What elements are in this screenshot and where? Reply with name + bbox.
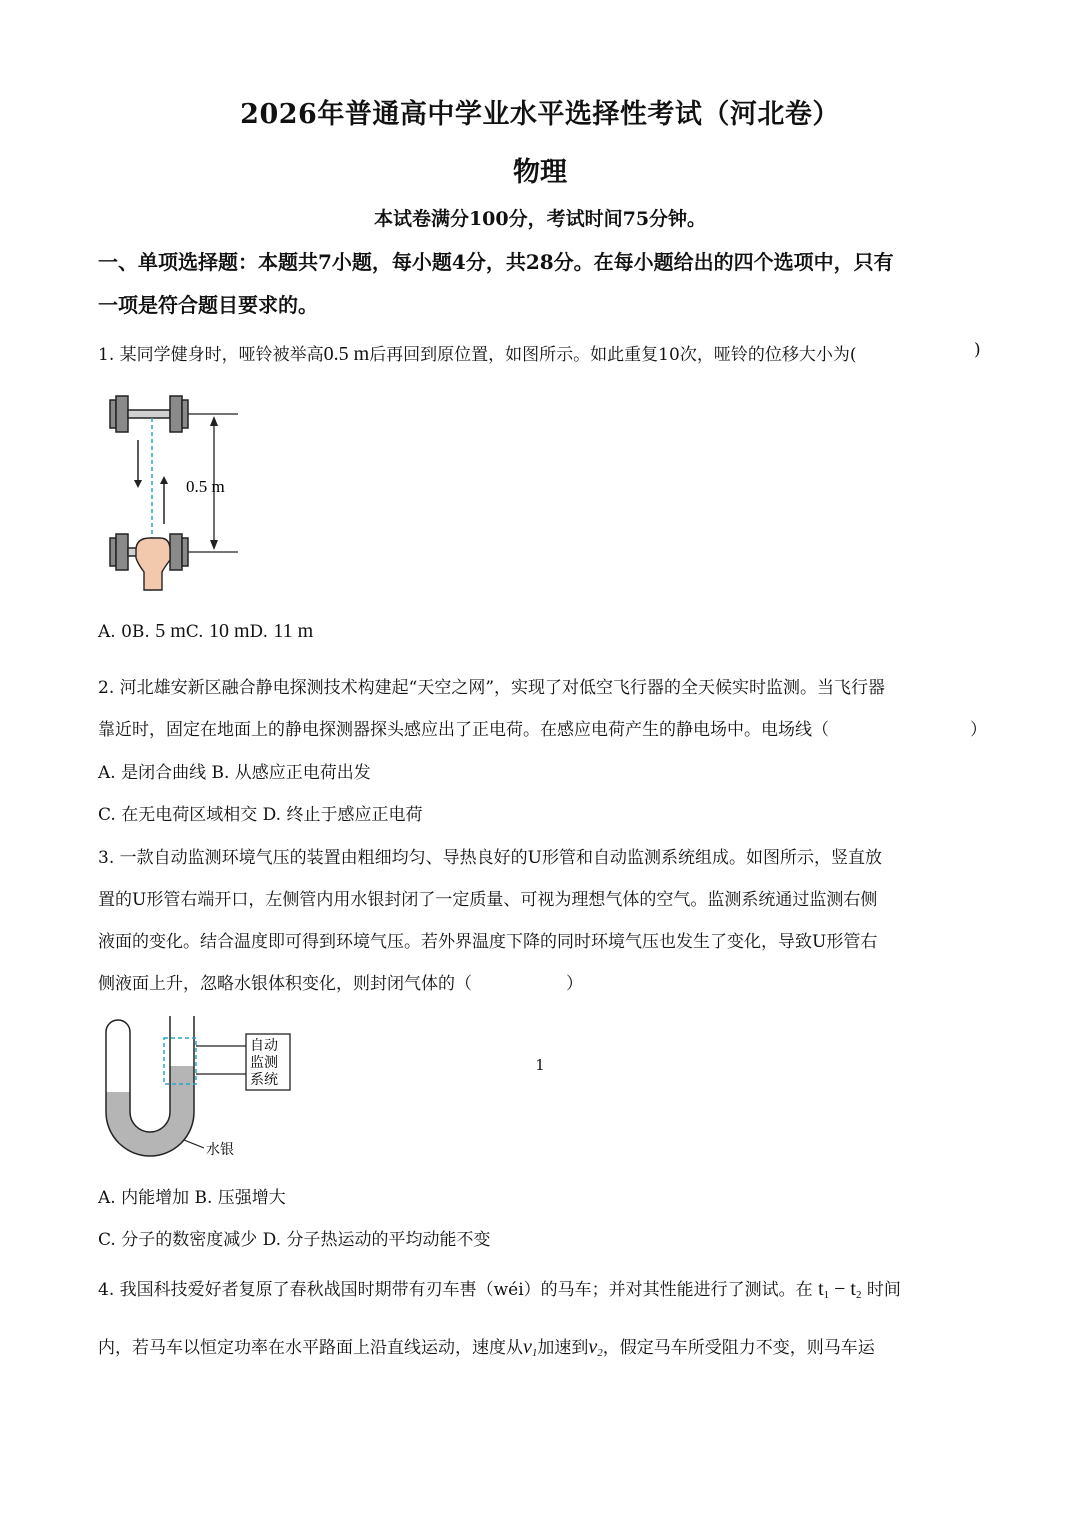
q4-v2-base: v (588, 1336, 598, 1358)
q1-option-c-value: 10 m (208, 620, 250, 642)
subject-title: 物理 (513, 157, 567, 188)
q1-option-d-value: 11 m (273, 620, 314, 642)
q1-stem-prefix: 1. 某同学健身时，哑铃被举高 (98, 345, 324, 365)
q1-dumbbell-figure (100, 392, 250, 598)
q4-t2-sub: 2 (855, 1289, 862, 1301)
hand-icon (136, 538, 170, 590)
q4-t1-base: t (818, 1278, 824, 1300)
q1-options (98, 620, 313, 643)
q1-figure-label: 0.5 m (186, 477, 225, 496)
q4-v2 (588, 1336, 602, 1358)
q3-stem-line4: 侧液面上升，忽略水银体积变化，则封闭气体的（ (98, 974, 472, 994)
q2-options-ab: A. 是闭合曲线 B. 从感应正电荷出发 (98, 763, 371, 783)
q4-v2-sub: 2 (597, 1347, 603, 1359)
q4-stem-line2 (98, 1333, 875, 1359)
q1-height-value: 0.5 m (323, 343, 370, 365)
exam-title: 2026年普通高中学业水平选择性考试（河北卷） (240, 99, 840, 130)
q2-stem-line1: 2. 河北雄安新区融合静电探测技术构建起“天空之网”，实现了对低空飞行器的全天候实时监测。当飞行器 (98, 678, 886, 698)
page-number: 1 (535, 1056, 545, 1074)
q4-t2-base: t (850, 1278, 856, 1300)
q4-v1-base: v (523, 1336, 532, 1358)
q3-stem-line1: 3. 一款自动监测环境气压的装置由粗细均匀、导热良好的U形管和自动监测系统组成。如图所示，竖直放 (98, 848, 882, 868)
q1-option-c-label: C. (185, 622, 204, 642)
q1-stem (98, 340, 856, 366)
q4-t1 (818, 1278, 829, 1300)
q3-stem-line3: 液面的变化。结合温度即可得到环境气压。若外界温度下降的同时环境气压也发生了变化，导致U形管右 (98, 932, 878, 952)
q4-t2 (850, 1278, 861, 1300)
q4-v1-sub: 1 (531, 1347, 538, 1359)
q3-u-tube-figure (100, 1012, 300, 1174)
box-line-3: 系统 (250, 1073, 278, 1088)
mercury-label: 水银 (206, 1143, 234, 1158)
q4-line2-text-a: 内，若马车以恒定功率在水平路面上沿直线运动，速度从 (98, 1338, 523, 1358)
section-heading-line1: 一、单项选择题：本题共7小题，每小题4分，共28分。在每小题给出的四个选项中，只有 (98, 250, 894, 274)
q1-stem-suffix: 后再回到原位置，如图所示。如此重复10次，哑铃的位移大小为( (369, 345, 857, 365)
exam-note: 本试卷满分100分，考试时间75分钟。 (373, 208, 707, 230)
box-line-2: 监测 (250, 1056, 278, 1071)
q3-options-cd: C. 分子的数密度减少 D. 分子热运动的平均动能不变 (98, 1230, 491, 1250)
q4-line1-text: 4. 我国科技爱好者复原了春秋战国时期带有刃车軎（wéi）的马车；并对其性能进行了测试。在 (98, 1280, 813, 1300)
q4-line1-end: 时间 (866, 1280, 901, 1300)
q4-stem-line1 (98, 1275, 901, 1301)
q1-option-a: A. 0B. (98, 622, 150, 642)
q4-line2-text-b: 加速到 (537, 1338, 589, 1358)
q4-v1 (523, 1336, 537, 1358)
q2-paren-close: ） (970, 720, 987, 740)
q2-options-cd: C. 在无电荷区域相交 D. 终止于感应正电荷 (98, 805, 423, 825)
q3-stem-line2: 置的U形管右端开口，左侧管内用水银封闭了一定质量、可视为理想气体的空气。监测系统通过监测右侧 (98, 890, 878, 910)
q1-option-b-value: 5 m (155, 620, 186, 642)
box-line-1: 自动 (250, 1039, 278, 1054)
q4-line2-text-c: ，假定马车所受阻力不变，则马车运 (602, 1338, 875, 1358)
q4-t1-sub: 1 (823, 1289, 830, 1301)
section-heading-line2: 一项是符合题目要求的。 (98, 293, 318, 317)
q4-dash: − (829, 1278, 851, 1300)
q1-paren-close: ) (974, 340, 981, 360)
q2-stem-line2: 靠近时，固定在地面上的静电探测器探头感应出了正电荷。在感应电荷产生的静电场中。电场线（ (98, 720, 829, 740)
q1-option-d-label: D. (249, 622, 268, 642)
dumbbell-top (110, 396, 188, 432)
q3-paren-close: ） (566, 974, 583, 994)
q3-options-ab: A. 内能增加 B. 压强增大 (98, 1188, 286, 1208)
